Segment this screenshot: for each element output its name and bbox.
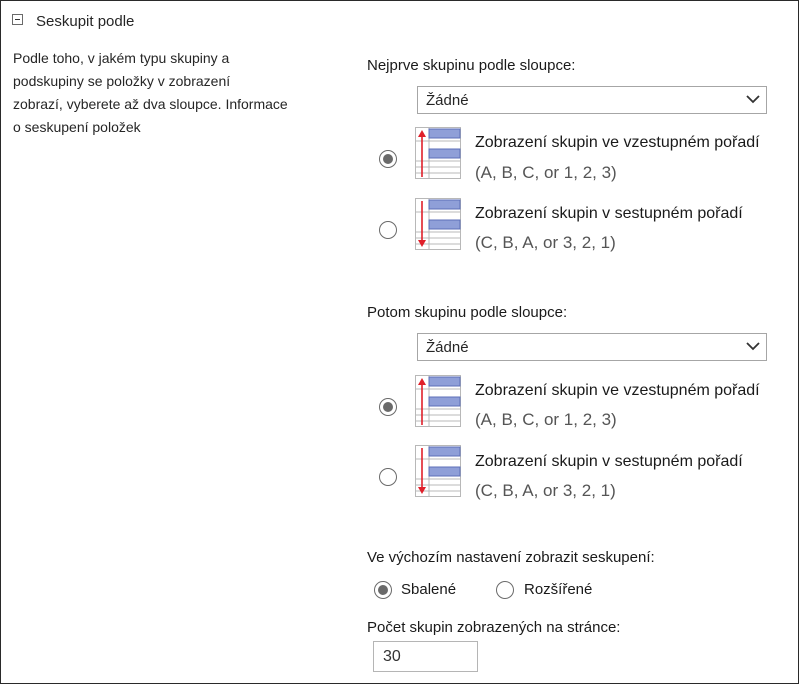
second-group-descending-radio[interactable] <box>379 468 397 486</box>
collapsed-label[interactable]: Sbalené <box>401 581 457 598</box>
chevron-down-icon <box>746 94 760 104</box>
group-count-label: Počet skupin zobrazených na stránce: <box>367 619 621 636</box>
sort-descending-icon <box>415 198 461 250</box>
sort-ascending-icon <box>415 375 461 427</box>
first-group-descending-radio[interactable] <box>379 221 397 239</box>
second-group-ascending-title: Zobrazení skupin ve vzestupném pořadí <box>475 382 760 399</box>
first-group-descending-subtitle: (C, B, A, or 3, 2, 1) <box>475 233 616 252</box>
first-group-ascending-radio[interactable] <box>379 150 397 168</box>
first-group-descending-title: Zobrazení skupin v sestupném pořadí <box>475 205 743 222</box>
sort-descending-icon <box>415 445 461 497</box>
second-group-ascending-subtitle: (A, B, C, or 1, 2, 3) <box>475 410 617 429</box>
second-group-ascending-radio[interactable] <box>379 398 397 416</box>
group-count-input[interactable] <box>373 641 478 672</box>
first-group-selected-value: Žádné <box>426 92 469 109</box>
description-line: Podle toho, v jakém typu skupiny a <box>13 50 230 66</box>
description-line: zobrazí, vyberete až dva sloupce. Informace <box>13 96 288 112</box>
first-group-ascending-subtitle: (A, B, C, or 1, 2, 3) <box>475 163 617 182</box>
chevron-down-icon <box>746 341 760 351</box>
default-state-label: Ve výchozím nastavení zobrazit seskupení: <box>367 549 655 566</box>
section-description <box>13 47 333 139</box>
expanded-label[interactable]: Rozšířené <box>524 581 593 598</box>
first-group-label: Nejprve skupinu podle sloupce: <box>367 57 576 74</box>
first-group-ascending-title: Zobrazení skupin ve vzestupném pořadí <box>475 134 760 151</box>
second-group-selected-value: Žádné <box>426 339 469 356</box>
first-group-column-select[interactable] <box>417 86 767 114</box>
expanded-radio[interactable] <box>496 581 514 599</box>
collapsed-radio[interactable] <box>374 581 392 599</box>
section-title: Seskupit podle <box>36 13 135 30</box>
second-group-descending-subtitle: (C, B, A, or 3, 2, 1) <box>475 481 616 500</box>
second-group-descending-title: Zobrazení skupin v sestupném pořadí <box>475 453 743 470</box>
description-line: podskupiny se položky v zobrazení <box>13 73 231 89</box>
sort-ascending-icon <box>415 127 461 179</box>
second-group-column-select[interactable] <box>417 333 767 361</box>
collapse-minus-icon[interactable] <box>12 14 23 25</box>
second-group-label: Potom skupinu podle sloupce: <box>367 304 568 321</box>
description-line: o seskupení položek <box>13 119 141 135</box>
